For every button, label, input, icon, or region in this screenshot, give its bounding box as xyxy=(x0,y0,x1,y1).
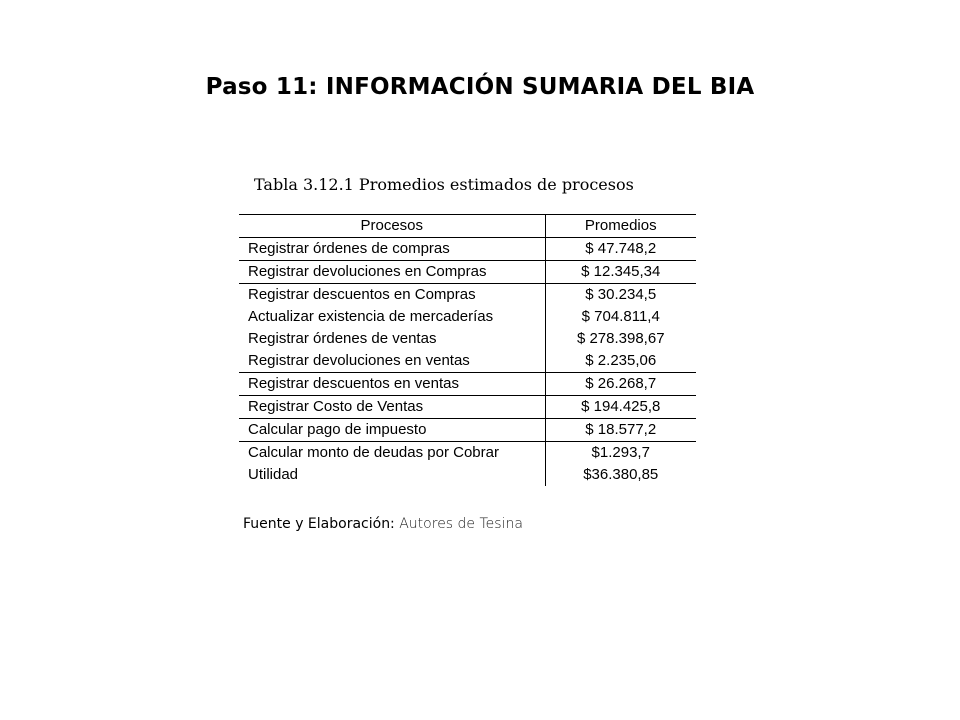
table-row xyxy=(239,350,696,373)
slide-title: Paso 11: INFORMACIÓN SUMARIA DEL BIA xyxy=(205,74,755,100)
table-row xyxy=(239,373,696,396)
header-processes: Procesos xyxy=(239,215,545,238)
header-averages: Promedios xyxy=(545,215,696,238)
process-cell: Registrar devoluciones en Compras xyxy=(239,261,545,284)
process-cell: Registrar órdenes de compras xyxy=(239,238,545,261)
process-cell: Registrar Costo de Ventas xyxy=(239,396,545,419)
table-row xyxy=(239,442,696,465)
average-cell: $ 26.268,7 xyxy=(545,373,696,396)
process-cell: Actualizar existencia de mercaderías xyxy=(239,306,545,328)
table-row xyxy=(239,261,696,284)
average-cell: $ 30.234,5 xyxy=(585,286,657,303)
table-row xyxy=(239,419,696,442)
table-row xyxy=(239,464,696,486)
average-cell: $ 18.577,2 xyxy=(545,419,696,442)
average-cell: $ 12.345,34 xyxy=(545,261,696,284)
source-value: Autores de Tesina xyxy=(399,516,523,532)
average-cell: $1.293,7 xyxy=(591,444,650,461)
source-line xyxy=(243,516,523,532)
average-cell: $ 2.235,06 xyxy=(545,350,696,373)
table-row xyxy=(239,284,696,307)
table-header-row xyxy=(239,215,696,238)
table-row xyxy=(239,396,696,419)
average-cell: $ 194.425,8 xyxy=(545,396,696,419)
process-cell: Calcular monto de deudas por Cobrar xyxy=(239,442,545,465)
process-cell: Registrar devoluciones en ventas xyxy=(239,350,545,373)
average-cell: $ 704.811,4 xyxy=(581,308,660,325)
process-cell: Registrar órdenes de ventas xyxy=(239,328,545,350)
source-label: Fuente y Elaboración: xyxy=(243,516,395,532)
average-cell: $ 47.748,2 xyxy=(545,238,696,261)
process-cell: Utilidad xyxy=(239,464,545,486)
table-row xyxy=(239,306,696,328)
average-cell: $ 278.398,67 xyxy=(576,330,665,347)
table-row xyxy=(239,328,696,350)
process-cell: Registrar descuentos en Compras xyxy=(239,284,545,307)
average-cell: $36.380,85 xyxy=(583,466,659,483)
processes-table xyxy=(239,214,696,486)
table-row xyxy=(239,238,696,261)
table-caption: Tabla 3.12.1 Promedios estimados de procesos xyxy=(254,175,634,194)
process-cell: Registrar descuentos en ventas xyxy=(239,373,545,396)
process-cell: Calcular pago de impuesto xyxy=(239,419,545,442)
